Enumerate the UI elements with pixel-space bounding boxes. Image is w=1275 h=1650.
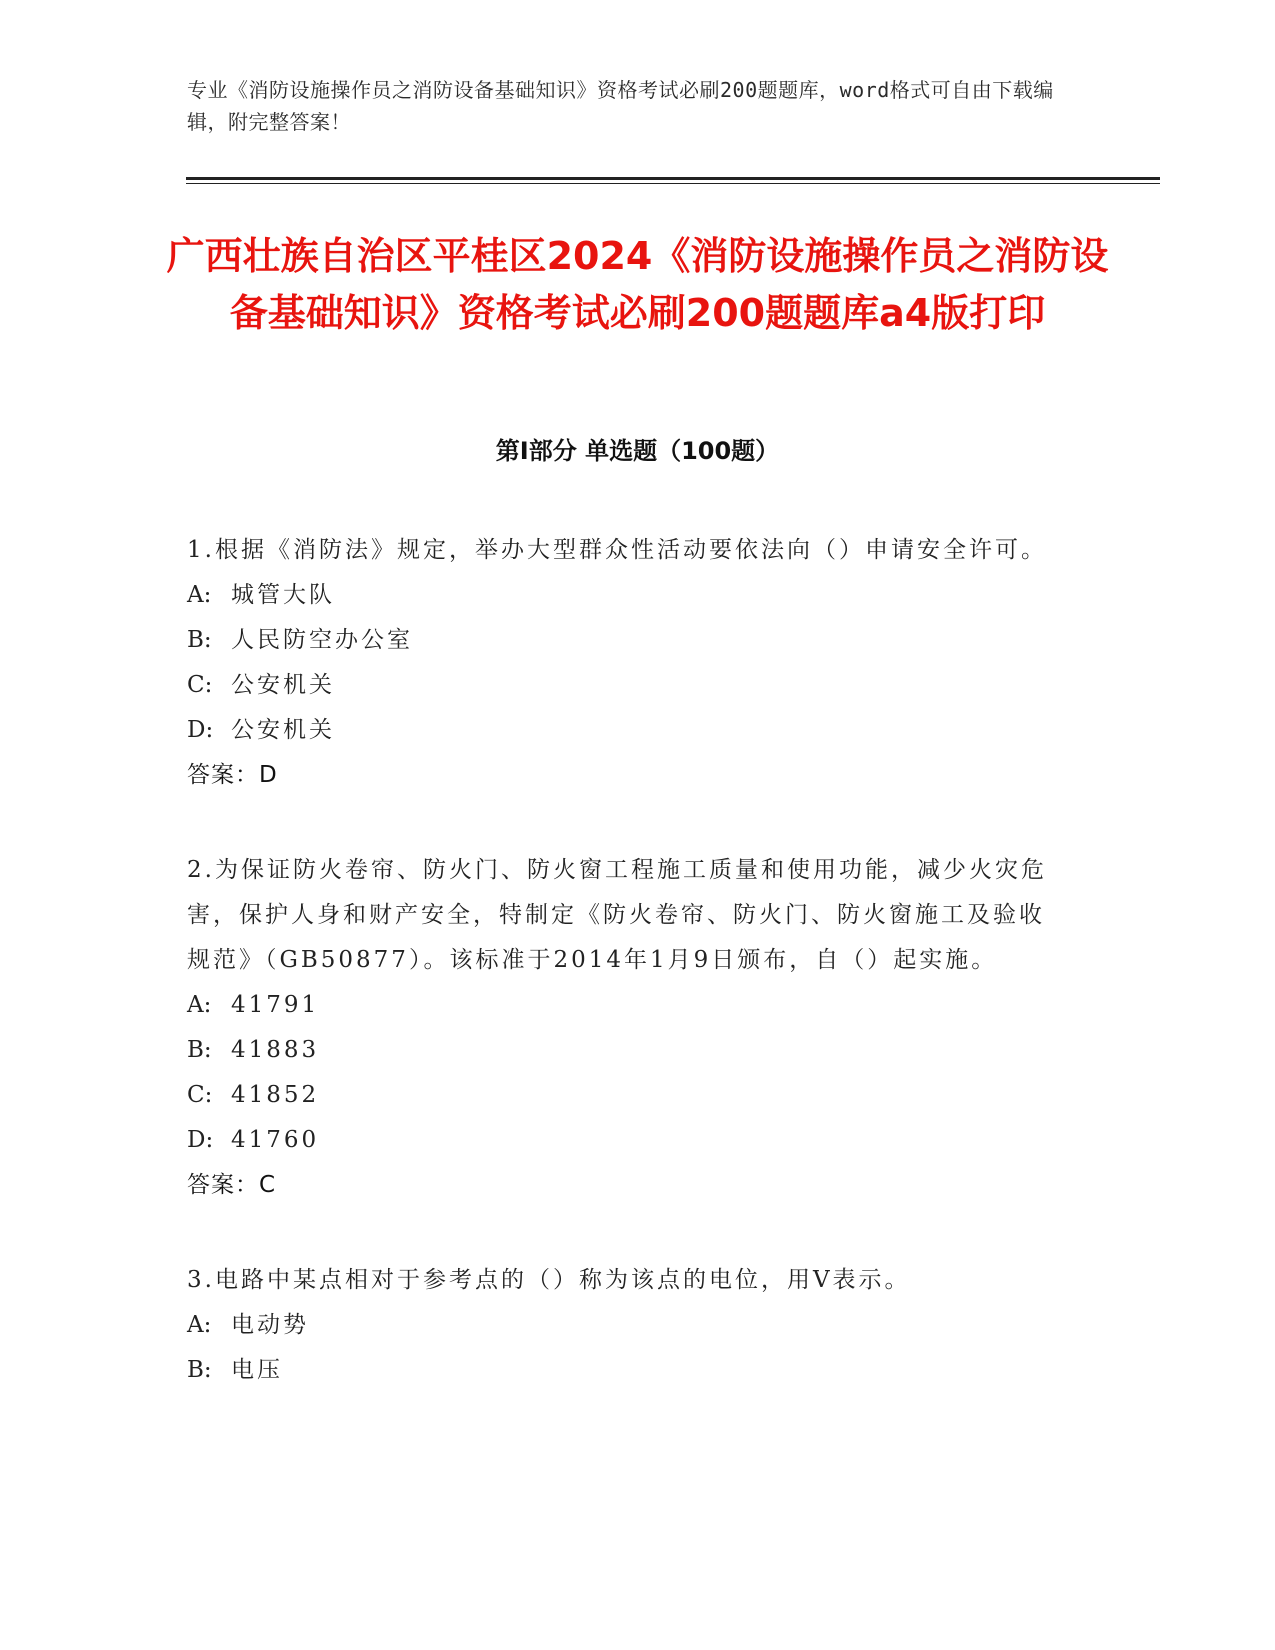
- document-title: 广西壮族自治区平桂区2024《消防设施操作员之消防设备基础知识》资格考试必刷200题题库a4版打印: [166, 234, 1109, 335]
- answer-line: 答案：D: [187, 762, 278, 788]
- option-text: 41760: [231, 1127, 320, 1153]
- header-divider-thin: [186, 183, 1160, 184]
- option-a: [187, 1303, 1067, 1348]
- answer-line: 答案：C: [187, 1172, 277, 1198]
- question-1: [187, 528, 1067, 798]
- option-key: B:: [187, 627, 212, 653]
- option-b: [187, 1348, 1067, 1393]
- option-text: 41883: [231, 1037, 320, 1063]
- option-text: 公安机关: [231, 672, 335, 698]
- option-d: [187, 708, 1067, 753]
- question-stem: 1.根据《消防法》规定，举办大型群众性活动要依法向（）申请安全许可。: [187, 537, 1047, 563]
- option-text: 公安机关: [231, 717, 335, 743]
- option-key: C:: [187, 1082, 213, 1108]
- question-list: [187, 528, 1067, 1443]
- option-text: 电压: [231, 1357, 283, 1383]
- option-b: [187, 1028, 1067, 1073]
- option-a: [187, 573, 1067, 618]
- option-key: B:: [187, 1357, 212, 1383]
- option-d: [187, 1118, 1067, 1163]
- option-text: 人民防空办公室: [231, 627, 413, 653]
- option-text: 41852: [231, 1082, 320, 1108]
- section-title: 第Ⅰ部分 单选题（100题）: [495, 437, 780, 465]
- option-a: [187, 983, 1067, 1028]
- option-key: A:: [187, 1312, 212, 1338]
- header-note: 专业《消防设施操作员之消防设备基础知识》资格考试必刷200题题库，word格式可自由下载编辑，附完整答案！: [187, 78, 1054, 134]
- header-divider-thick: [186, 177, 1160, 180]
- option-c: [187, 1073, 1067, 1118]
- option-text: 41791: [231, 992, 320, 1018]
- option-key: D:: [187, 1127, 214, 1153]
- option-key: B:: [187, 1037, 212, 1063]
- option-key: C:: [187, 672, 213, 698]
- option-key: A:: [187, 582, 212, 608]
- question-stem: 2.为保证防火卷帘、防火门、防火窗工程施工质量和使用功能，减少火灾危害，保护人身和财产安全，特制定《防火卷帘、防火门、防火窗施工及验收规范》（GB50877）。该标准于2014年1月9日颁布，自（）起实施。: [187, 857, 1047, 973]
- question-stem: 3.电路中某点相对于参考点的（）称为该点的电位，用V表示。: [187, 1267, 911, 1293]
- option-key: D:: [187, 717, 214, 743]
- option-c: [187, 663, 1067, 708]
- option-text: 城管大队: [231, 582, 335, 608]
- option-b: [187, 618, 1067, 663]
- option-text: 电动势: [231, 1312, 309, 1338]
- question-2: [187, 848, 1067, 1208]
- question-3: [187, 1258, 1067, 1393]
- option-key: A:: [187, 992, 212, 1018]
